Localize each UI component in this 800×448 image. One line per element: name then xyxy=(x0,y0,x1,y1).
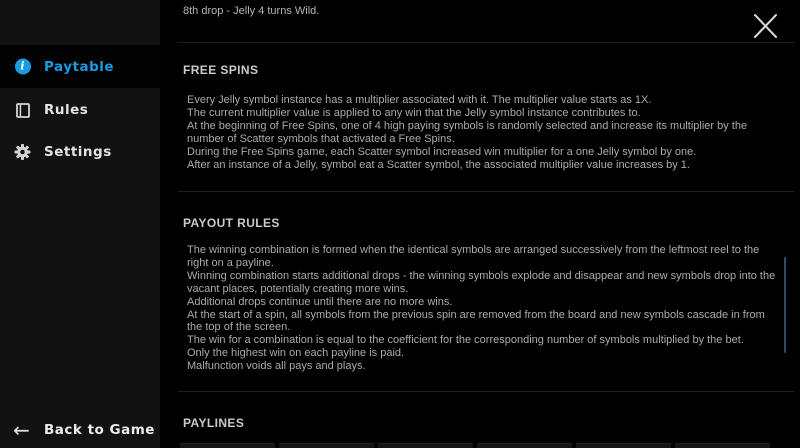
sidebar xyxy=(0,0,160,448)
info-icon: i xyxy=(14,58,31,75)
back-to-game-label: Back to Game xyxy=(44,422,155,438)
rule-paragraph: The current multiplier value is applied to any win that the Jelly symbol instance contributes to. xyxy=(187,106,641,119)
payline-diagram-box xyxy=(180,443,275,448)
section-title-payout-rules: PAYOUT RULES xyxy=(183,216,280,230)
rule-paragraph: After an instance of a Jelly, symbol eat a Scatter symbol, the associated multiplier value increases by 1. xyxy=(187,158,690,171)
rule-paragraph: Additional drops continue until there are no more wins. xyxy=(187,295,453,308)
rule-paragraph: Only the highest win on each payline is paid. xyxy=(187,347,405,360)
left-arrow-icon: ← xyxy=(13,418,30,442)
rule-paragraph: At the beginning of Free Spins, one of 4 high paying symbols is randomly selected and increase its multiplier by the number of Scatter symbols that activated a Free Spins. xyxy=(187,119,748,145)
scrollbar-thumb[interactable] xyxy=(784,257,786,353)
section-body-payout-rules xyxy=(187,244,779,373)
close-icon xyxy=(750,11,780,41)
sidebar-item-label: Paytable xyxy=(44,58,115,75)
rule-paragraph: Every Jelly symbol instance has a multiplier associated with it. The multiplier value starts as 1X. xyxy=(187,94,652,106)
payline-diagram-box xyxy=(675,443,770,448)
rule-paragraph: The winning combination is formed when the identical symbols are arranged successively from the leftmost reel to the right on a payline. xyxy=(187,244,760,269)
sidebar-item-label: Settings xyxy=(44,144,112,160)
rule-paragraph: At the start of a spin, all symbols from the previous spin are removed from the board and new symbols cascade in from the top of the screen. xyxy=(187,308,765,334)
payline-diagram-box xyxy=(378,443,473,448)
rule-paragraph: Malfunction voids all pays and plays. xyxy=(187,360,366,373)
rule-paragraph: Winning combination starts additional drops - the winning symbols explode and disappear and new symbols drop into the vacant places, potentially creating more wins. xyxy=(187,269,776,295)
scrolled-text-fragment: 8th drop - Jelly 4 turns Wild. xyxy=(183,5,320,17)
close-button[interactable] xyxy=(750,11,780,41)
payline-diagram-box xyxy=(576,443,671,448)
gear-icon xyxy=(14,144,31,161)
paytable-content xyxy=(160,0,800,448)
section-title-paylines: PAYLINES xyxy=(183,416,245,430)
book-icon xyxy=(14,102,31,119)
section-title-free-spins: FREE SPINS xyxy=(183,63,259,77)
sidebar-item-rules[interactable] xyxy=(0,89,160,131)
payline-diagram-box xyxy=(477,443,572,448)
sidebar-item-paytable[interactable] xyxy=(0,45,160,88)
back-to-game-button[interactable] xyxy=(0,413,160,447)
sidebar-item-label: Rules xyxy=(44,102,89,118)
section-divider xyxy=(178,191,795,192)
rule-paragraph: During the Free Spins game, each Scatter symbol increased win multiplier for a one Jelly symbol by one. xyxy=(187,145,697,158)
section-body-free-spins xyxy=(187,94,779,171)
paylines-preview-row xyxy=(180,443,780,448)
sidebar-item-settings[interactable] xyxy=(0,131,160,173)
payline-diagram-box xyxy=(279,443,374,448)
section-divider xyxy=(178,42,795,43)
rule-paragraph: The win for a combination is equal to the coefficient for the corresponding number of symbols multiplied by the bet. xyxy=(187,334,744,347)
section-divider xyxy=(178,391,795,392)
